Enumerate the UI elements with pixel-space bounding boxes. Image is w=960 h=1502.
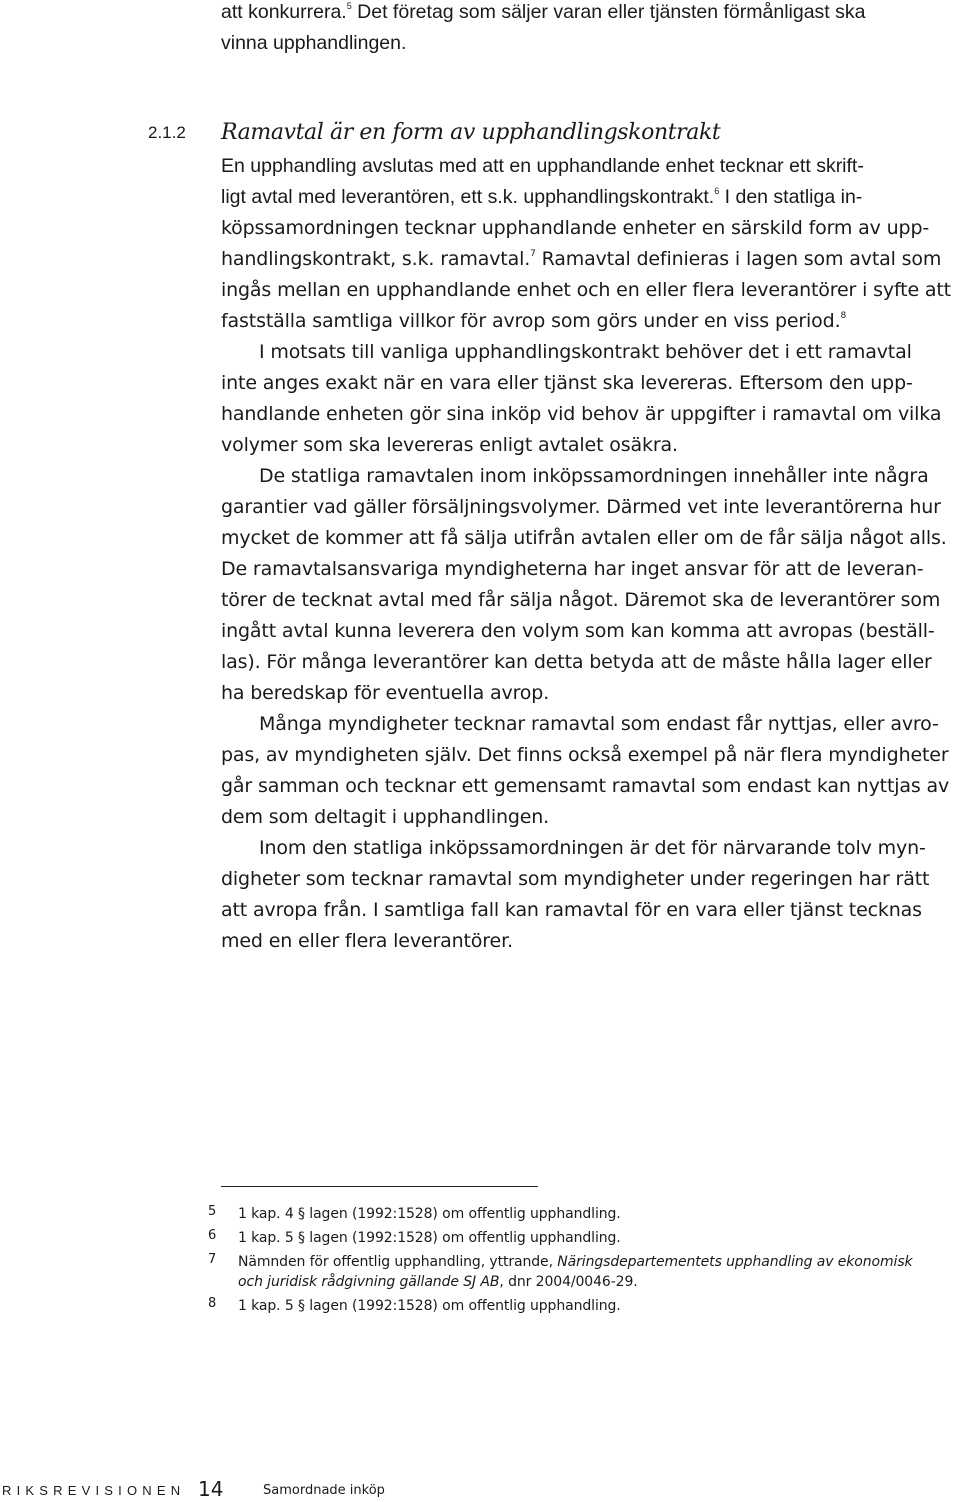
body-line: att avropa från. I samtliga fall kan ramavtal för en vara eller tjänst tecknas [221, 899, 922, 921]
intro-text: Det företag som säljer varan eller tjänsten förmånligast ska [351, 1, 866, 23]
footnote-text: 1 kap. 4 § lagen (1992:1528) om offentlig upphandling. [238, 1206, 621, 1222]
footnote-ref: 5 [346, 1, 352, 11]
body-text: ligt avtal med leverantören, ett s.k. upphandlingskontrakt. [221, 186, 715, 208]
body-line: går samman och tecknar ett gemensamt ramavtal som endast kan nyttjas av [221, 775, 950, 797]
body-line: las). För många leverantörer kan detta betyda att de måste hålla lager eller [221, 651, 932, 673]
body-line: ingått avtal kunna leverera den volym som kan komma att avropas (beställ- [221, 620, 935, 642]
footnote-ref: 8 [840, 311, 847, 321]
body-text: handlingskontrakt, s.k. ramavtal. [221, 248, 531, 270]
footer-organization: RIKSREVISIONEN [2, 1483, 186, 1498]
body-line: ingås mellan en upphandlande enhet och en eller flera leverantörer i syfte att [221, 279, 951, 301]
section-number: 2.1.2 [148, 123, 186, 142]
footnote-text: 1 kap. 5 § lagen (1992:1528) om offentlig upphandling. [238, 1230, 621, 1246]
footnote-text-part: Nämnden för offentlig upphandling, yttrande, [238, 1254, 558, 1270]
body-text: Ramavtal definieras i lagen som avtal som [535, 248, 942, 270]
intro-line-2: vinna upphandlingen. [221, 32, 407, 54]
footnote-italic-title: och juridisk rådgivning gällande SJ AB [238, 1274, 500, 1290]
body-text: I den statliga in- [719, 186, 863, 208]
footnote-ref: 6 [714, 186, 720, 196]
body-line: De ramavtalsansvariga myndigheterna har inget ansvar för att de leveran- [221, 558, 924, 580]
body-line: dem som deltagit i upphandlingen. [221, 806, 550, 828]
footnote-text: 1 kap. 5 § lagen (1992:1528) om offentlig upphandling. [238, 1298, 621, 1314]
body-line [221, 185, 862, 209]
body-line: pas, av myndigheten själv. Det finns också exempel på när flera myndigheter [221, 744, 949, 766]
body-line: De statliga ramavtalen inom inköpssamordningen innehåller inte några [259, 465, 929, 487]
footer-document-title: Samordnade inköp [263, 1483, 385, 1498]
body-line: med en eller flera leverantörer. [221, 930, 513, 952]
body-line: garantier vad gäller försäljningsvolymer. Därmed vet inte leverantörerna hur [221, 496, 941, 518]
footnote-text [238, 1253, 913, 1271]
body-line: digheter som tecknar ramavtal som myndigheter under regeringen har rätt [221, 868, 930, 890]
footnote-ref: 7 [530, 249, 536, 259]
footnote-number: 6 [208, 1228, 217, 1243]
intro-text: att konkurrera. [221, 1, 347, 23]
section-title: Ramavtal är en form av upphandlingskontrakt [221, 120, 721, 145]
intro-line-1 [221, 0, 865, 24]
footnote-number: 7 [208, 1252, 217, 1267]
footnote-number: 8 [208, 1296, 217, 1311]
body-text: fastställa samtliga villkor för avrop som görs under en viss period. [221, 310, 841, 332]
body-line: En upphandling avslutas med att en upphandlande enhet tecknar ett skrift- [221, 155, 864, 177]
footnote-text-continued [238, 1273, 638, 1291]
body-line: volymer som ska levereras enligt avtalet osäkra. [221, 434, 678, 456]
footnote-number: 5 [208, 1204, 217, 1219]
footnote-italic-title: Näringsdepartementets upphandling av ekonomisk [557, 1254, 913, 1270]
body-line: inte anges exakt när en vara eller tjänst ska levereras. Eftersom den upp- [221, 372, 913, 394]
body-line: Inom den statliga inköpssamordningen är det för närvarande tolv myn- [259, 837, 926, 859]
page-number: 14 [198, 1477, 224, 1501]
body-line: ha beredskap för eventuella avrop. [221, 682, 550, 704]
body-line [221, 247, 941, 271]
body-line: törer de tecknat avtal med får sälja något. Däremot ska de leverantörer som [221, 589, 941, 611]
body-line: Många myndigheter tecknar ramavtal som endast får nyttjas, eller avro- [259, 713, 939, 735]
body-line: I motsats till vanliga upphandlingskontrakt behöver det i ett ramavtal [259, 341, 912, 363]
body-line: handlande enheten gör sina inköp vid behov är uppgifter i ramavtal om vilka [221, 403, 942, 425]
body-line [221, 309, 846, 333]
footnote-text-part: , dnr 2004/0046-29. [499, 1274, 638, 1290]
body-line: köpssamordningen tecknar upphandlande enheter en särskild form av upp- [221, 217, 930, 239]
body-line: mycket de kommer att få sälja utifrån avtalen eller om de får sälja något alls. [221, 527, 947, 549]
footnote-divider [221, 1186, 538, 1187]
